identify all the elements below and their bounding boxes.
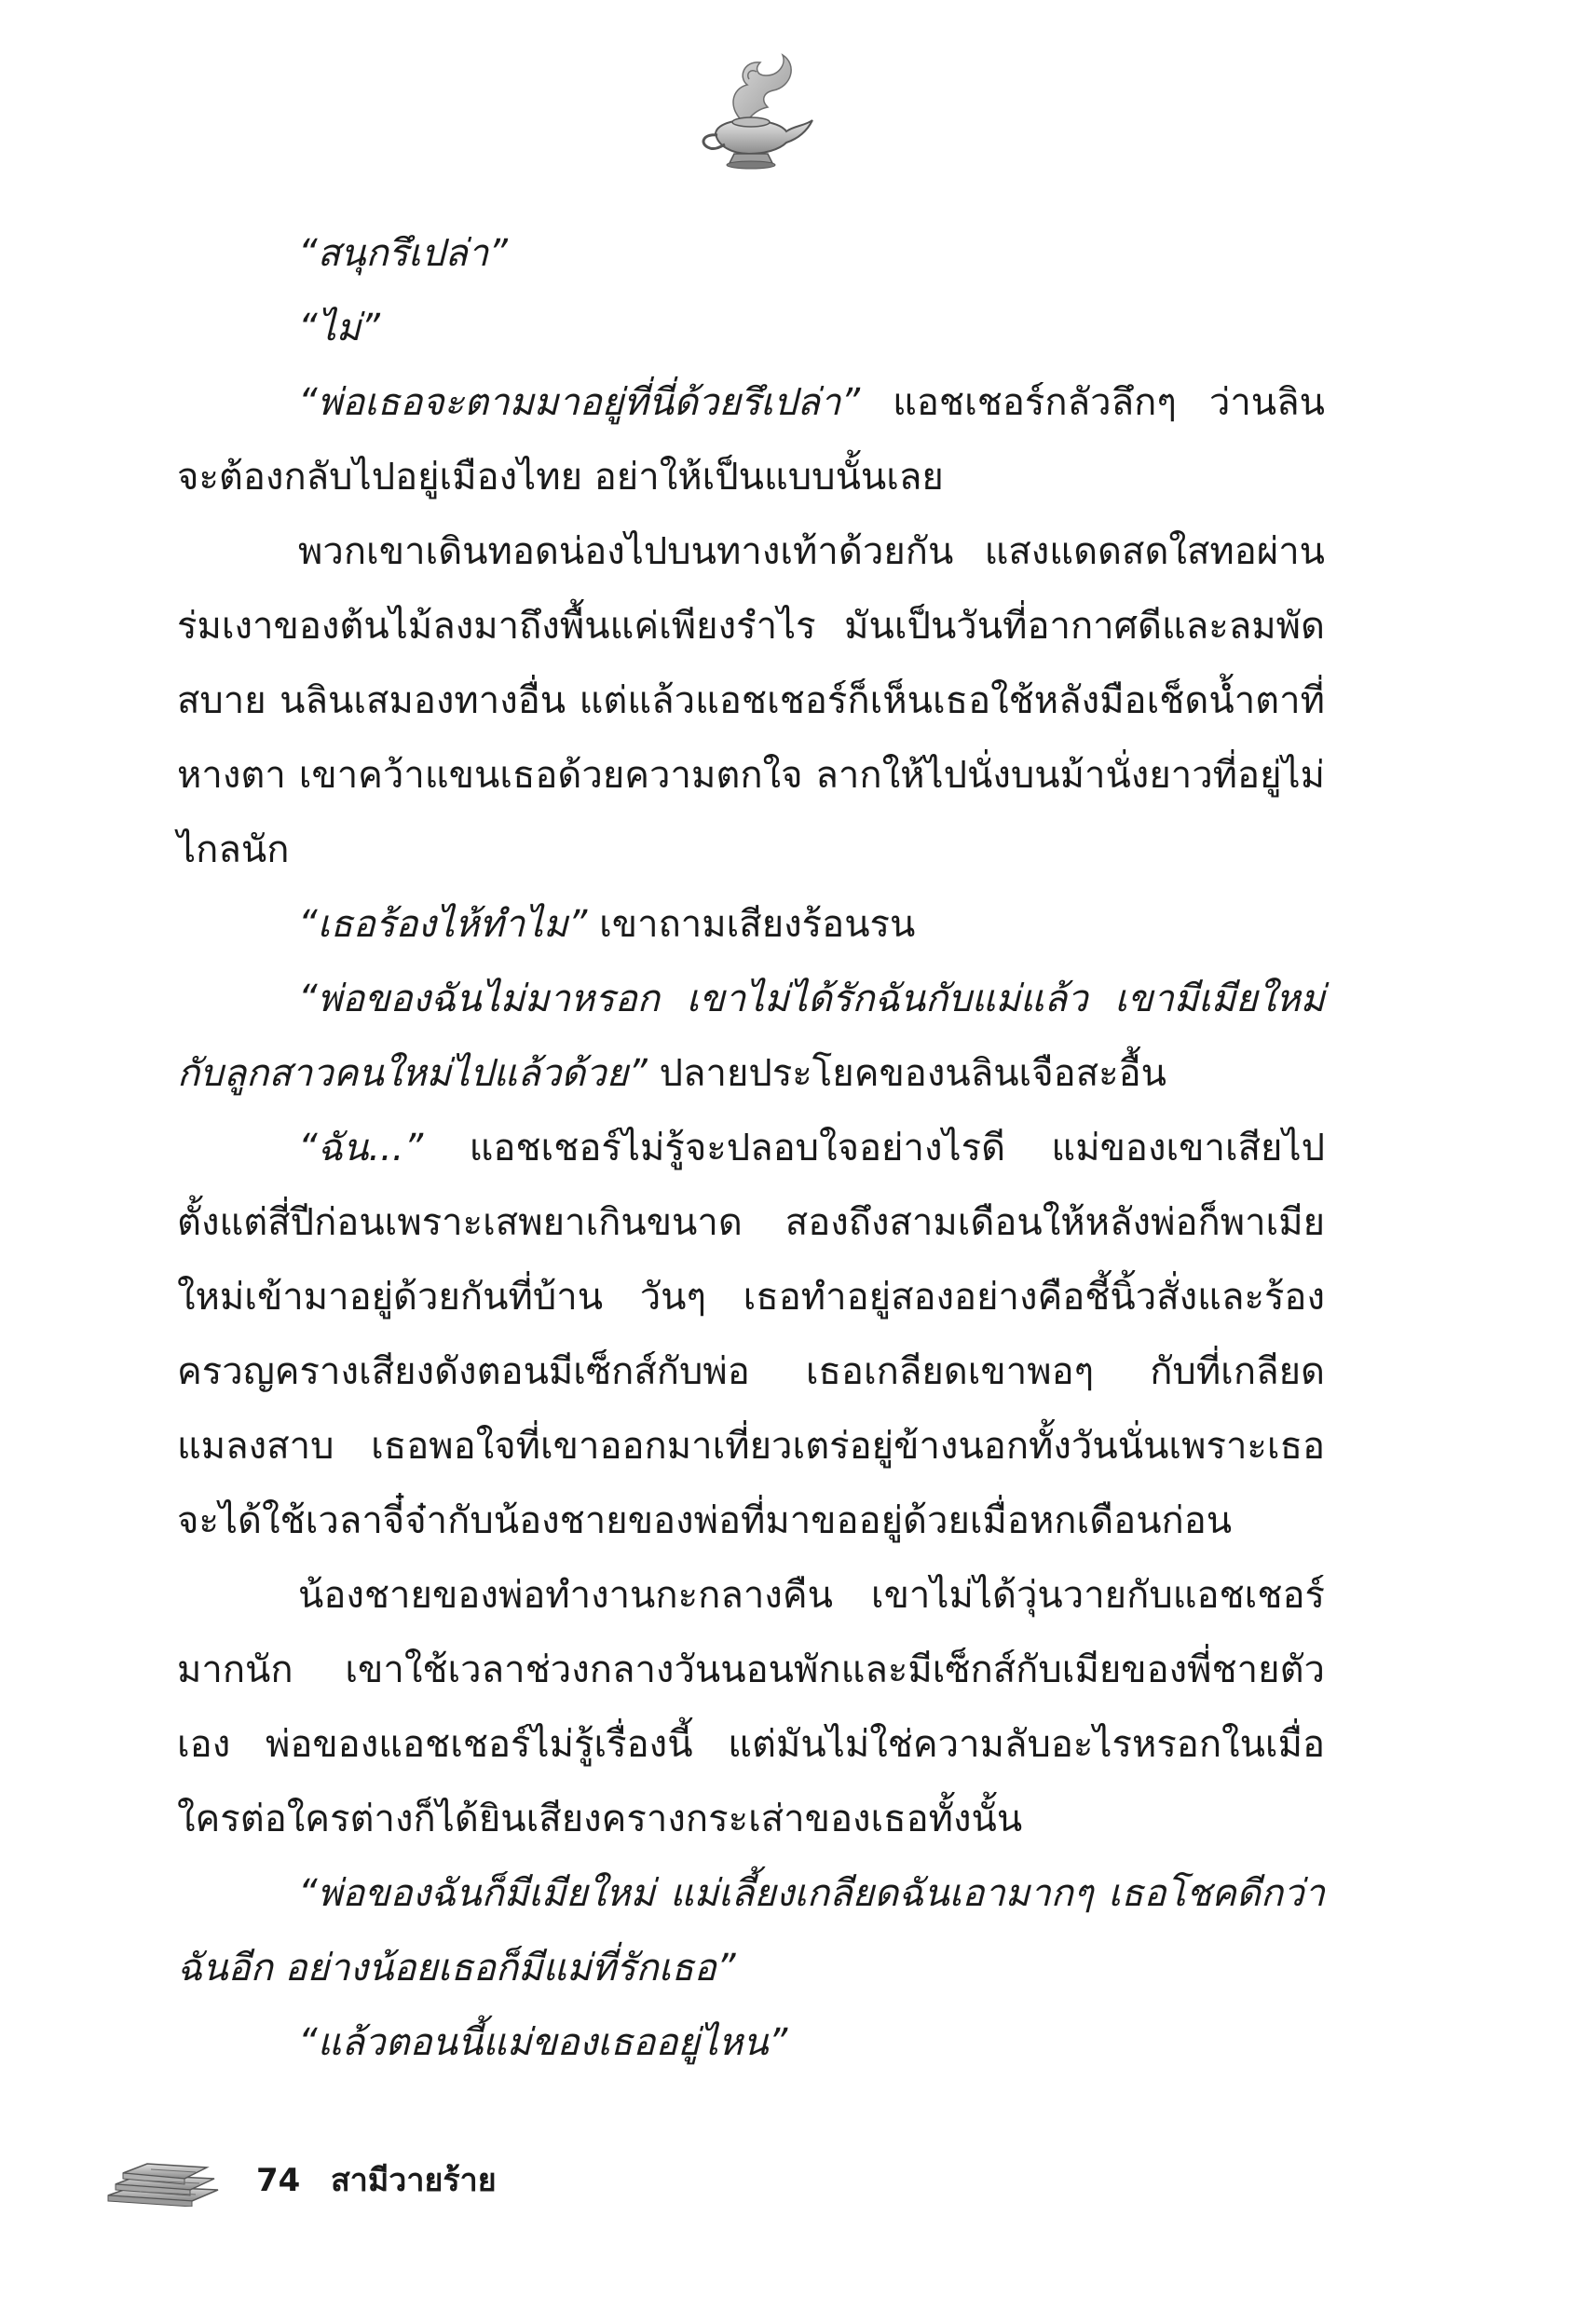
story-body-text: [177, 216, 1325, 2080]
dialogue-text: “พ่อของฉันไม่มาหรอก เขาไม่ได้รักฉันกับแม่แล้ว เขามีเมียใหม่กับลูกสาวคนใหม่ไปแล้วด้วย”: [177, 978, 1325, 1095]
paragraph: [177, 365, 1325, 514]
dialogue-text: “แล้วตอนนี้แม่ของเธออยู่ไหน”: [298, 2021, 788, 2064]
paragraph: [177, 2005, 1325, 2080]
dialogue-text: “ไม่”: [298, 307, 380, 349]
dialogue-text: “พ่อเธอจะตามมาอยู่ที่นี่ด้วยรึเปล่า”: [298, 381, 861, 424]
stacked-books-icon: [102, 2154, 224, 2207]
paragraph: [177, 514, 1325, 887]
genie-lamp-icon: [689, 51, 820, 172]
dialogue-text: “เธอร้องไห้ทำไม”: [298, 903, 588, 946]
page-footer: [102, 2154, 755, 2210]
book-title: สามีวายร้าย: [331, 2162, 497, 2199]
narration-text: น้องชายของพ่อทำงานกะกลางคืน เขาไม่ได้วุ่นวายกับแอชเชอร์มากนัก เขาใช้เวลาช่วงกลางวันนอนพักและมีเซ็กส์กับเมียของพี่ชายตัวเอง พ่อของแอชเชอร์ไม่รู้เรื่องนี้ แต่มันไม่ใช่ความลับอะไรหรอกในเมื่อใครต่อใครต่างก็ได้ยินเสียงครางกระเส่าของเธอทั้งนั้น: [177, 1574, 1325, 1840]
narration-text: เขาถามเสียงร้อนรน: [587, 903, 916, 946]
paragraph: [177, 291, 1325, 365]
narration-text: แอชเชอร์ไม่รู้จะปลอบใจอย่างไรดี แม่ของเขาเสียไปตั้งแต่สี่ปีก่อนเพราะเสพยาเกินขนาด สองถึงสามเดือนให้หลังพ่อก็พาเมียใหม่เข้ามาอยู่ด้วยกันที่บ้าน วันๆ เธอทำอยู่สองอย่างคือชี้นิ้วสั่งและร้องครวญครางเสียงดังตอนมีเซ็กส์กับพ่อ เธอเกลียดเขาพอๆ กับที่เกลียดแมลงสาบ เธอพอใจที่เขาออกมาเที่ยวเตร่อยู่ข้างนอกทั้งวันนั่นเพราะเธอจะได้ใช้เวลาจี๋จ๋ากับน้องชายของพ่อที่มาขออยู่ด้วยเมื่อหกเดือนก่อน: [177, 1127, 1325, 1542]
paragraph: [177, 1856, 1325, 2005]
dialogue-text: “สนุกรึเปล่า”: [298, 232, 508, 275]
paragraph: [177, 1111, 1325, 1558]
paragraph: [177, 1558, 1325, 1856]
dialogue-text: “ฉัน...”: [298, 1127, 424, 1169]
paragraph: [177, 216, 1325, 291]
narration-text: ปลายประโยคของนลินเจือสะอื้น: [647, 1052, 1166, 1095]
narration-text: แอชเชอร์กลัวลึกๆ ว่านลินจะต้องกลับไปอยู่เมืองไทย อย่าให้เป็นแบบนั้นเลย: [177, 381, 1325, 499]
dialogue-text: “พ่อของฉันก็มีเมียใหม่ แม่เลี้ยงเกลียดฉันเอามากๆ เธอโชคดีกว่าฉันอีก อย่างน้อยเธอก็มีแม่ที่รักเธอ”: [177, 1872, 1325, 1990]
page-number: 74: [256, 2162, 301, 2199]
paragraph: [177, 962, 1325, 1111]
narration-text: พวกเขาเดินทอดน่องไปบนทางเท้าด้วยกัน แสงแดดสดใสทอผ่านร่มเงาของต้นไม้ลงมาถึงพื้นแค่เพียงรำไร มันเป็นวันที่อากาศดีและลมพัดสบาย นลินเสมองทางอื่น แต่แล้วแอชเชอร์ก็เห็นเธอใช้หลังมือเช็ดน้ำตาที่หางตา เขาคว้าแขนเธอด้วยความตกใจ ลากให้ไปนั่งบนม้านั่งยาวที่อยู่ไม่ไกลนัก: [177, 530, 1325, 871]
paragraph: [177, 887, 1325, 962]
